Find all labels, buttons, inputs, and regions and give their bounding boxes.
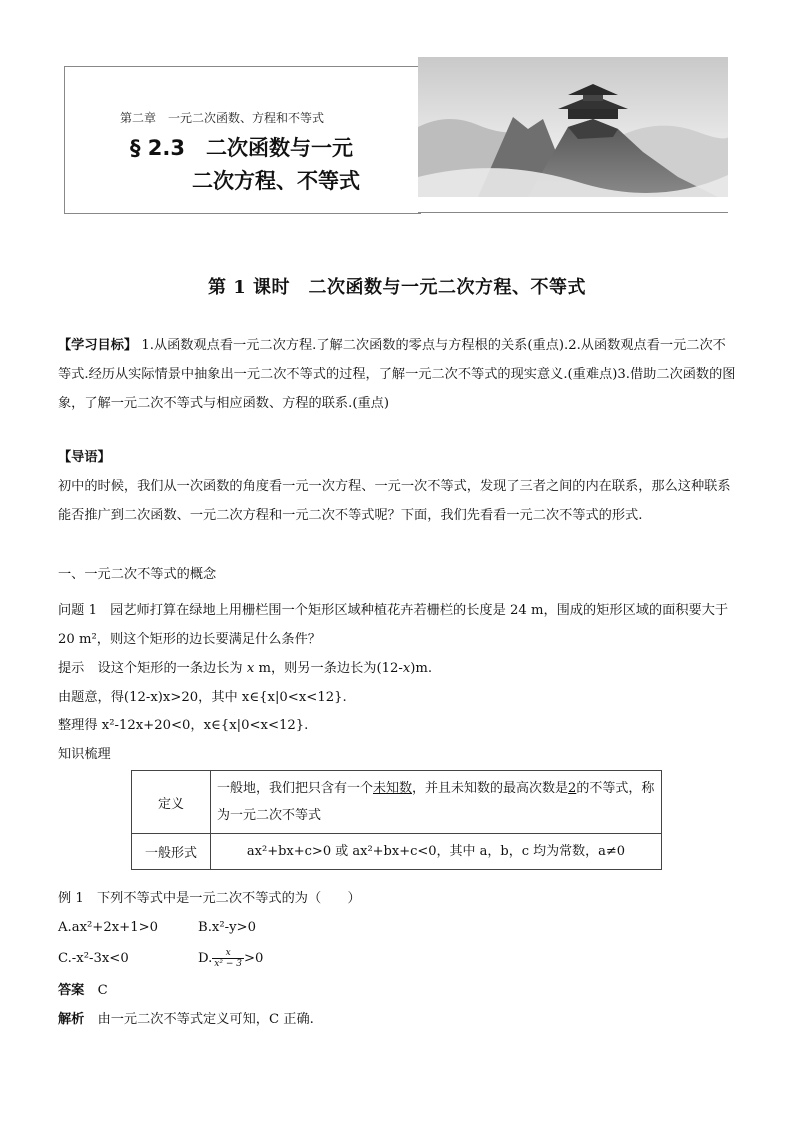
table-row: [132, 771, 662, 834]
definition-blank-1: 未知数: [373, 781, 413, 796]
example-1-answer: [58, 976, 738, 1005]
option-c: C.-x²-3x<0: [58, 951, 129, 966]
example-1-stem: 例 1 下列不等式中是一元二次不等式的为（ ）: [58, 891, 361, 906]
table-row: [132, 834, 662, 870]
hint-var-x: x: [246, 661, 255, 676]
hint-text-c: )m.: [410, 661, 433, 676]
option-d-numerator: x: [212, 948, 244, 959]
option-d: [198, 948, 264, 969]
learning-objectives: [58, 331, 738, 418]
knowledge-summary-label: 知识梳理: [58, 747, 111, 762]
chapter-banner: [64, 57, 728, 213]
banner-rule: [418, 212, 728, 213]
definition-text-c: 的不等式，称为一元二次不等式: [217, 781, 655, 823]
chapter-name: 第二章 一元二次函数、方程和不等式: [120, 111, 325, 125]
question-1: [58, 596, 738, 654]
answer-value: C: [97, 983, 108, 998]
hint-text-b: m，则另一条边长为(12-: [254, 661, 403, 676]
section-title-line2: 二次方程、不等式: [192, 169, 360, 193]
hint-line-1: [58, 654, 738, 683]
intro-text: 初中的时候，我们从一次函数的角度看一元一次方程、一元一次不等式，发现了三者之间的内在联系，那么这种联系能否推广到二次函数、一元二次方程和一元二次不等式呢？下面，我们先看看一元二次不等式的形式.: [58, 479, 731, 523]
analysis-text: 由一元二次不等式定义可知，C 正确.: [97, 1012, 314, 1027]
lesson-title: 第 1 课时 二次函数与一元二次方程、不等式: [207, 277, 587, 298]
definition-blank-2: 2: [568, 781, 577, 796]
definition-header: 定义: [132, 771, 211, 834]
hint-var-x2: x: [402, 661, 411, 676]
question-1-text: 园艺师打算在绿地上用栅栏围一个矩形区域种植花卉若栅栏的长度是 24 m，围成的矩形区域的面积要大于 20 m²，则这个矩形的边长要满足什么条件？: [58, 603, 729, 647]
mountain-pavilion-picture-icon: [418, 57, 728, 197]
hint-line-2: 由题意，得(12-x)x>20，其中 x∈{x|0<x<12}.: [58, 690, 347, 705]
objectives-text: 1.从函数观点看一元二次方程.了解二次函数的零点与方程根的关系(重点).2.从函数观点看一元二次不等式.经历从实际情景中抽象出一元二次不等式的过程，了解一元二次不等式的现实意义.(重难点)3.借助二次函数的图象，了解一元二次不等式与相应函数、方程的联系.(重点): [58, 338, 736, 411]
section-title-line1: § 2.3 二次函数与一元: [130, 136, 354, 160]
answer-label: 答案: [58, 983, 85, 998]
definition-text-b: ，并且未知数的最高次数是: [412, 781, 569, 796]
intro-label-text: 【导语】: [58, 450, 111, 465]
option-d-suffix: >0: [243, 951, 264, 966]
option-d-prefix: D.: [198, 951, 213, 966]
hint-text-a: 提示 设这个矩形的一条边长为: [58, 661, 247, 676]
analysis-label: 解析: [58, 1012, 85, 1027]
example-1-analysis: [58, 1005, 738, 1034]
general-form-header: 一般形式: [132, 834, 211, 870]
objectives-label: 【学习目标】: [58, 338, 138, 353]
question-1-label: 问题 1: [58, 603, 97, 618]
option-b: B.x²-y>0: [198, 920, 256, 935]
general-form-cell: ax²+bx+c>0 或 ax²+bx+c<0，其中 a，b，c 均为常数，a≠0: [211, 834, 662, 870]
definition-text-a: 一般地，我们把只含有一个: [217, 781, 374, 796]
section-heading: 一、一元二次不等式的概念: [58, 567, 217, 582]
definition-cell: [211, 771, 662, 834]
intro-label: [58, 443, 738, 472]
option-a: A.ax²+2x+1>0: [58, 920, 159, 935]
hint-line-3: 整理得 x²-12x+20<0，x∈{x|0<x<12}.: [58, 718, 309, 733]
knowledge-table: [131, 770, 662, 870]
option-d-fraction: [212, 948, 244, 969]
example-1-options-row-1: [58, 913, 738, 942]
option-d-denominator: x² − 3: [214, 959, 242, 969]
example-1-options-row-2: [58, 944, 738, 973]
